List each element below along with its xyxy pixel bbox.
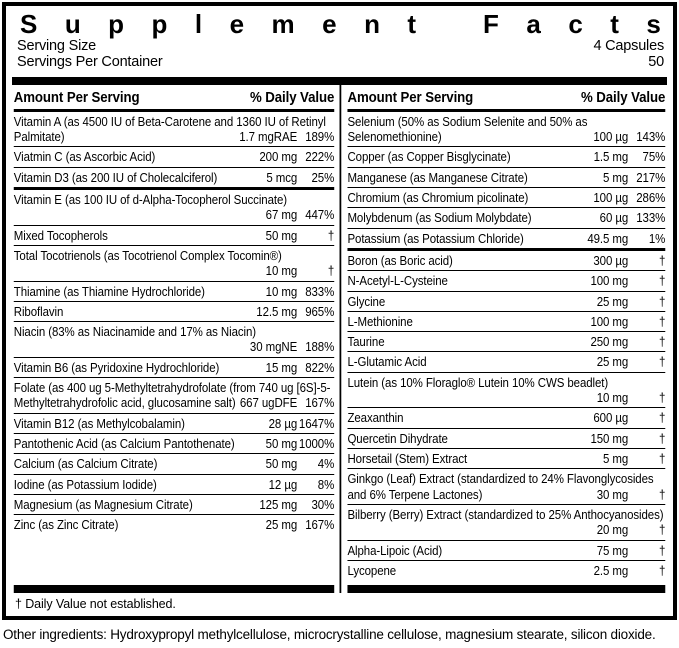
amount-per-serving-value: 125 mg <box>259 497 298 513</box>
servings-per-container-value: 50 <box>648 54 664 71</box>
daily-value-percent: † <box>658 334 666 350</box>
amount-group <box>251 149 334 164</box>
daily-value-percent: 1647% <box>298 415 335 431</box>
daily-value-percent: † <box>658 390 666 406</box>
amount-per-serving-value: 25 mg <box>596 354 629 370</box>
nutrient-name: Vitamin B6 (as Pyridoxine Hydrochloride) <box>13 359 220 375</box>
amount-group <box>239 129 334 144</box>
amount-group <box>582 190 665 205</box>
daily-value-percent: 286% <box>636 189 666 205</box>
amount-per-serving-value: 49.5 mg <box>587 230 629 246</box>
daily-value-percent: † <box>658 430 666 446</box>
amount-group <box>582 231 665 246</box>
daily-value-percent: 143% <box>636 128 666 144</box>
nutrient-row <box>14 377 334 413</box>
amount-per-serving-value: 2.5 mg <box>593 563 629 579</box>
amount-per-serving-value: 1.5 mg <box>593 149 629 165</box>
nutrient-name: Magnesium (as Magnesium Citrate) <box>13 497 193 513</box>
nutrient-row <box>14 187 334 225</box>
amount-per-serving-value: 20 mg <box>596 522 629 538</box>
nutrient-row <box>347 112 665 147</box>
amount-per-serving-value: 30 mg <box>596 486 629 502</box>
servings-per-container-row <box>17 54 664 70</box>
daily-value-percent: 8% <box>317 476 335 492</box>
nutrient-row <box>347 270 665 290</box>
nutrient-row <box>347 504 665 540</box>
nutrient-name: Manganese (as Manganese Citrate) <box>347 169 528 185</box>
daily-value-percent: 189% <box>305 128 335 144</box>
nutrient-name: Vitamin D3 (as 200 IU of Cholecalciferol) <box>13 169 218 185</box>
nutrient-row <box>14 167 334 187</box>
amount-group <box>251 416 334 431</box>
daily-value-percent: 30% <box>311 497 335 513</box>
daily-value-percent: 188% <box>305 339 335 355</box>
nutrient-name: Copper (as Copper Bisglycinate) <box>347 149 511 165</box>
nutrient-row <box>14 321 334 357</box>
daily-value-percent: † <box>658 486 666 502</box>
amount-per-serving-value: 10 mg <box>265 263 298 279</box>
amount-group <box>582 334 665 349</box>
amount-per-serving-value: 12.5 mg <box>256 303 298 319</box>
amount-per-serving-value: 12 µg <box>268 476 298 492</box>
amount-per-serving-value: 250 mg <box>590 334 629 350</box>
serving-size-value: 4 Capsules <box>593 38 664 55</box>
daily-value-percent: † <box>658 313 666 329</box>
amount-group <box>251 207 334 222</box>
amount-per-serving-value: 1.7 mgRAE <box>239 128 298 144</box>
daily-value-percent: 217% <box>636 169 666 185</box>
nutrient-name: Iodine (as Potassium Iodide) <box>13 476 157 492</box>
nutrient-row <box>347 291 665 311</box>
nutrient-row <box>347 167 665 187</box>
amount-group <box>250 339 334 354</box>
daily-value-percent: † <box>658 354 666 370</box>
amount-group <box>582 314 665 329</box>
nutrient-name: Vitamin E (as 100 IU of d-Alpha-Tocopherol Succinate) <box>13 191 288 207</box>
nutrient-row <box>14 514 334 534</box>
amount-group <box>251 170 334 185</box>
daily-value-percent: 133% <box>636 210 666 226</box>
amount-group <box>582 354 665 369</box>
amount-group <box>582 431 665 446</box>
daily-value-percent: † <box>658 563 666 579</box>
nutrient-row <box>14 301 334 321</box>
nutrient-name: Folate (as 400 ug 5-Methyltetrahydrofolate (from 740 ug [6S]-5-Methyltetrahydrofolic acid, glucosamine salt) <box>13 380 331 411</box>
daily-value-percent: 822% <box>305 359 335 375</box>
amount-per-serving-value: 667 ugDFE <box>239 395 298 411</box>
daily-value-header: % Daily Value <box>249 88 335 106</box>
nutrient-name: Taurine <box>347 334 385 350</box>
amount-per-serving-value: 100 µg <box>593 189 629 205</box>
amount-group <box>251 517 334 532</box>
amount-group <box>251 436 334 451</box>
panel-header <box>6 6 673 74</box>
amount-group <box>240 395 334 410</box>
nutrient-name: Calcium (as Calcium Citrate) <box>13 456 158 472</box>
left-bottom-bar <box>14 585 334 593</box>
amount-group <box>251 284 334 299</box>
nutrient-name: Boron (as Boric acid) <box>347 252 453 268</box>
nutrient-name: Mixed Tocopherols <box>13 227 108 243</box>
nutrient-name: L-Glutamic Acid <box>347 354 427 370</box>
daily-value-percent: † <box>327 263 335 279</box>
nutrient-row <box>14 357 334 377</box>
nutrient-row <box>14 474 334 494</box>
daily-value-percent: 4% <box>317 456 335 472</box>
amount-per-serving-value: 10 mg <box>265 283 298 299</box>
daily-value-percent: 833% <box>305 283 335 299</box>
nutrient-name: Vitamin A (as 4500 IU of Beta-Carotene and 1360 IU of Retinyl Palmitate) <box>13 113 326 144</box>
nutrient-name: Thiamine (as Thiamine Hydrochloride) <box>13 283 205 299</box>
daily-value-footnote: † Daily Value not established. <box>15 596 176 611</box>
daily-value-percent: † <box>658 410 666 426</box>
nutrient-name: Glycine <box>347 293 386 309</box>
nutrient-name: Niacin (83% as Niacinamide and 17% as Niacin) <box>13 324 257 340</box>
nutrient-row <box>347 311 665 331</box>
nutrient-name: Riboflavin <box>13 303 64 319</box>
nutrient-name: Ginkgo (Leaf) Extract (standardized to 24% Flavonglycosides and 6% Terpene Lactones) <box>347 471 654 502</box>
daily-value-percent: 167% <box>305 395 335 411</box>
amount-per-serving-value: 30 mgNE <box>249 339 298 355</box>
amount-per-serving-value: 100 mg <box>590 313 629 329</box>
left-nutrients-column <box>12 85 340 593</box>
nutrient-name: Quercetin Dihydrate <box>347 430 448 446</box>
right-column-header <box>347 85 665 112</box>
amount-per-serving-value: 50 mg <box>265 436 298 452</box>
amount-per-serving-value: 25 mg <box>265 517 298 533</box>
nutrient-row <box>347 146 665 166</box>
nutrient-row <box>347 428 665 448</box>
nutrient-row <box>347 448 665 468</box>
amount-per-serving-value: 67 mg <box>265 207 298 223</box>
other-ingredients: Other ingredients: Hydroxypropyl methylcellulose, microcrystalline cellulose, magnesium stearate, silicon dioxide. <box>3 626 656 642</box>
daily-value-percent: † <box>658 273 666 289</box>
nutrient-name: Potassium (as Potassium Chloride) <box>347 230 524 246</box>
nutrient-row <box>14 281 334 301</box>
amount-per-serving-header: Amount Per Serving <box>13 88 140 106</box>
nutrient-name: L-Methionine <box>347 313 413 329</box>
daily-value-percent: 25% <box>311 169 335 185</box>
right-bottom-bar <box>347 585 665 593</box>
amount-group <box>582 390 665 405</box>
nutrient-name: Zinc (as Zinc Citrate) <box>13 517 119 533</box>
left-column-header <box>14 85 334 112</box>
nutrient-name: Selenium (50% as Sodium Selenite and 50% as Selenomethionine) <box>347 113 588 144</box>
nutrient-row <box>347 228 665 248</box>
amount-group <box>582 149 665 164</box>
serving-size-label: Serving Size <box>17 38 96 55</box>
amount-group <box>582 522 665 537</box>
nutrient-row <box>347 540 665 560</box>
nutrient-name: Vitamin B12 (as Methylcobalamin) <box>13 415 185 431</box>
amount-group <box>251 228 334 243</box>
amount-group <box>582 253 665 268</box>
nutrient-row <box>347 407 665 427</box>
daily-value-percent: † <box>658 252 666 268</box>
nutrient-row <box>347 468 665 504</box>
amount-group <box>582 170 665 185</box>
nutrient-name: Alpha-Lipoic (Acid) <box>347 542 443 558</box>
amount-per-serving-value: 5 mg <box>603 169 629 185</box>
amount-per-serving-value: 100 mg <box>590 273 629 289</box>
nutrient-name: Bilberry (Berry) Extract (standardized to 25% Anthocyanosides) <box>347 507 664 523</box>
amount-group <box>251 497 334 512</box>
daily-value-percent: 75% <box>642 149 666 165</box>
amount-per-serving-value: 10 mg <box>596 390 629 406</box>
nutrient-row <box>14 225 334 245</box>
daily-value-percent: † <box>658 293 666 309</box>
nutrient-name: Viatmin C (as Ascorbic Acid) <box>13 149 156 165</box>
daily-value-percent: 222% <box>305 149 335 165</box>
nutrient-row <box>14 413 334 433</box>
amount-per-serving-value: 5 mg <box>603 451 629 467</box>
nutrient-row <box>14 146 334 166</box>
nutrient-row <box>14 433 334 453</box>
amount-group <box>251 263 334 278</box>
nutrient-row <box>347 372 665 408</box>
nutrient-row <box>347 560 665 580</box>
amount-group <box>582 563 665 578</box>
amount-per-serving-value: 15 mg <box>265 359 298 375</box>
amount-group <box>582 273 665 288</box>
amount-group <box>251 360 334 375</box>
amount-group <box>582 294 665 309</box>
amount-per-serving-value: 300 µg <box>593 252 629 268</box>
nutrient-name: Horsetail (Stem) Extract <box>347 451 468 467</box>
amount-per-serving-value: 5 mcg <box>266 169 298 185</box>
nutrient-name: Pantothenic Acid (as Calcium Pantothenate) <box>13 436 235 452</box>
panel-title: S u p p l e m e n t F a c t s <box>20 9 661 39</box>
nutrient-name: Molybdenum (as Sodium Molybdate) <box>347 210 532 226</box>
amount-group <box>582 487 665 502</box>
daily-value-percent: † <box>327 227 335 243</box>
nutrient-row <box>14 112 334 147</box>
nutrient-name: N-Acetyl-L-Cysteine <box>347 273 448 289</box>
nutrient-name: Total Tocotrienols (as Tocotrienol Complex Tocomin®) <box>13 247 282 263</box>
amount-per-serving-value: 28 µg <box>268 415 298 431</box>
nutrient-row <box>347 187 665 207</box>
serving-size-row <box>17 38 664 54</box>
amount-group <box>251 477 334 492</box>
nutrient-row <box>347 248 665 270</box>
daily-value-percent: † <box>658 542 666 558</box>
amount-per-serving-value: 600 µg <box>593 410 629 426</box>
amount-group <box>582 410 665 425</box>
amount-per-serving-value: 100 µg <box>593 128 629 144</box>
amount-group <box>251 304 334 319</box>
nutrient-name: Chromium (as Chromium picolinate) <box>347 189 529 205</box>
amount-per-serving-value: 50 mg <box>265 456 298 472</box>
daily-value-percent: † <box>658 451 666 467</box>
right-nutrients-column <box>340 85 667 593</box>
amount-group <box>251 456 334 471</box>
nutrient-row <box>14 494 334 514</box>
nutrient-name: Zeaxanthin <box>347 410 404 426</box>
nutrient-name: Lycopene <box>347 563 397 579</box>
amount-group <box>582 543 665 558</box>
nutrient-name: Lutein (as 10% Floraglo® Lutein 10% CWS beadlet) <box>347 374 609 390</box>
nutrient-row <box>347 331 665 351</box>
nutrient-row <box>14 453 334 473</box>
servings-per-container-label: Servings Per Container <box>17 54 163 71</box>
amount-per-serving-value: 60 µg <box>599 210 629 226</box>
nutrient-row <box>14 245 334 281</box>
amount-per-serving-value: 25 mg <box>596 293 629 309</box>
amount-group <box>582 451 665 466</box>
amount-per-serving-value: 75 mg <box>596 542 629 558</box>
nutrient-row <box>347 207 665 227</box>
daily-value-header: % Daily Value <box>581 88 666 106</box>
daily-value-percent: 167% <box>305 517 335 533</box>
header-thick-bar <box>12 77 667 85</box>
amount-per-serving-value: 50 mg <box>265 227 298 243</box>
daily-value-percent: 1% <box>648 230 666 246</box>
nutrient-table <box>12 85 667 593</box>
amount-per-serving-value: 200 mg <box>259 149 298 165</box>
daily-value-percent: 1000% <box>298 436 335 452</box>
amount-group <box>582 210 665 225</box>
daily-value-percent: 965% <box>305 303 335 319</box>
daily-value-percent: 447% <box>305 207 335 223</box>
nutrient-row <box>347 351 665 371</box>
amount-per-serving-header: Amount Per Serving <box>347 88 474 106</box>
supplement-facts-panel <box>2 2 677 620</box>
daily-value-percent: † <box>658 522 666 538</box>
amount-per-serving-value: 150 mg <box>590 430 629 446</box>
amount-group <box>582 129 665 144</box>
